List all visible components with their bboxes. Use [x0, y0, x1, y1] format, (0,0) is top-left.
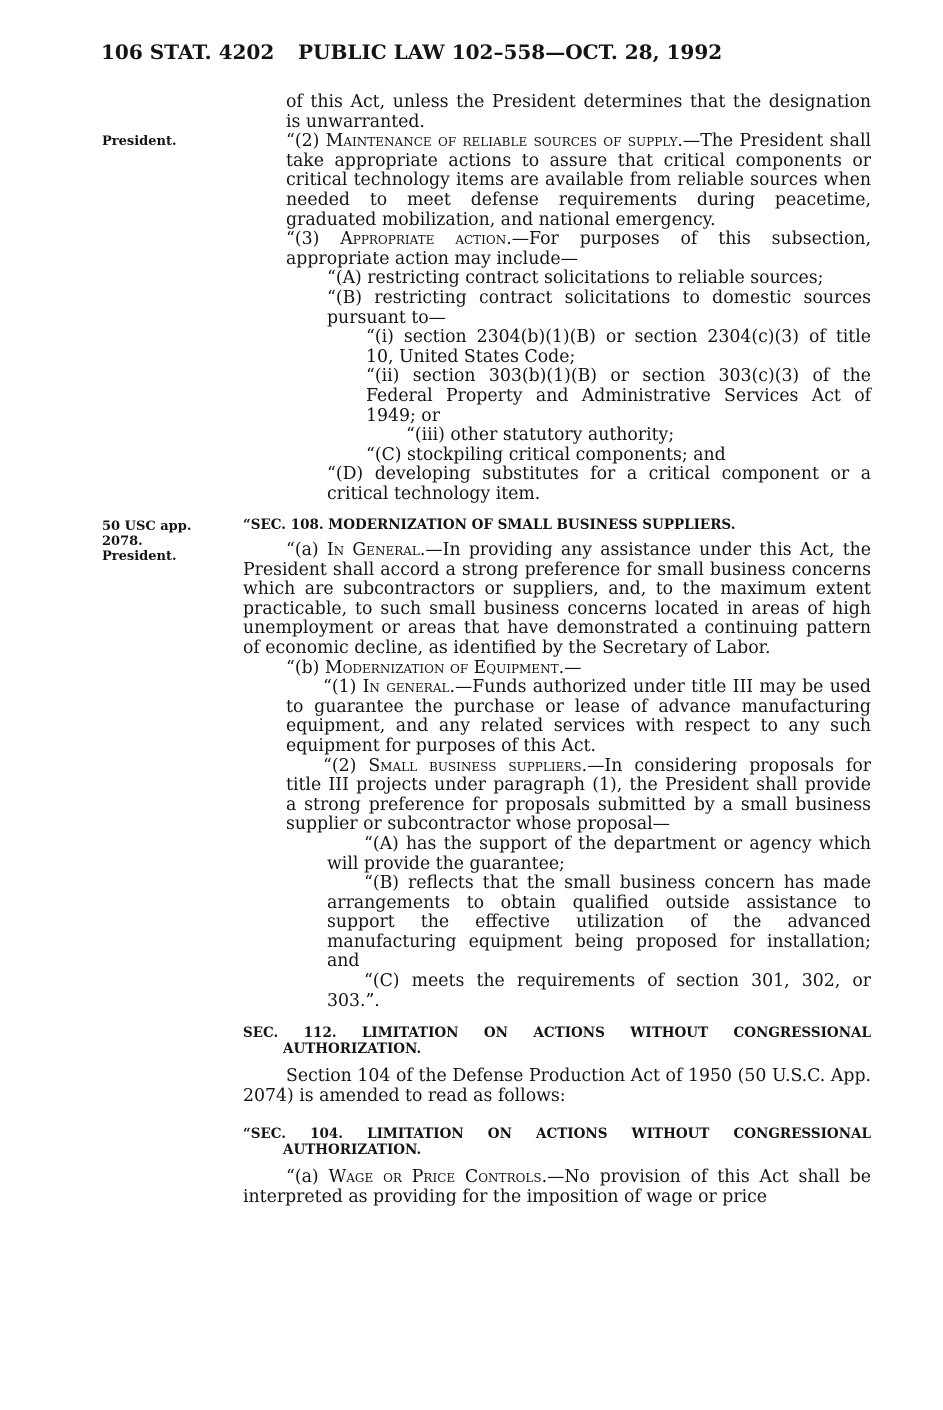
text: .—Funds authorized under title III may be used to guarantee the purchase or lease of advance manufacturing equipment, and any related services with respect to any such equipment for purposes of this Act.	[286, 677, 871, 756]
section-108	[243, 517, 871, 1011]
heading-line: AUTHORIZATION.	[283, 1142, 422, 1158]
section-104	[243, 1126, 871, 1207]
heading-line: AUTHORIZATION.	[283, 1041, 422, 1057]
run-in-heading: Modernization of Equipment	[324, 657, 559, 678]
margin-note-president: President.	[102, 134, 177, 149]
section-heading	[243, 1126, 871, 1158]
clause-ii: “(ii) section 303(b)(1)(B) or section 303(c)(3) of the Federal Property and Administrative Services Act of 1949; or	[366, 366, 871, 426]
text: “(2)	[323, 755, 369, 776]
subsection-b	[243, 659, 871, 679]
paragraph: of this Act, unless the President determines that the designation is unwarranted.	[286, 92, 871, 132]
paragraph-b2	[243, 757, 871, 835]
run-in-heading: Appropriate action	[340, 229, 507, 250]
heading-line: “SEC. 104. LIMITATION ON ACTIONS WITHOUT CONGRESSIONAL	[243, 1126, 871, 1142]
subsection-a	[243, 1168, 871, 1207]
clause-i: “(i) section 2304(b)(1)(B) or section 2304(c)(3) of title 10, United States Code;	[366, 327, 871, 367]
run-in-heading: Wage or Price Controls	[328, 1167, 542, 1187]
text: .—In providing any assistance under this Act, the President shall accord a strong preference for small business concerns which are subcontractors or suppliers, and, to the maximum extent practicable, to such small business concerns located in areas of high unemployment or areas that have demonstrated a continuing pattern of economic decline, as identified by the Secretary of Labor.	[243, 540, 871, 658]
clause-a: “(A) has the support of the department or agency which will provide the guarantee;	[327, 833, 871, 874]
run-in-heading: In general	[362, 677, 450, 698]
text: “(3)	[286, 229, 341, 250]
paragraph-b1	[243, 678, 871, 756]
paragraph-maintenance	[243, 132, 871, 230]
clause-a: “(A) restricting contract solicitations to reliable sources;	[327, 268, 824, 289]
clause-iii: “(iii) other statutory authority;	[406, 425, 675, 446]
section-112	[243, 1025, 871, 1106]
text: “(a)	[286, 540, 327, 560]
margin-note-usc	[102, 519, 191, 564]
margin-note-line: 2078.	[102, 534, 143, 549]
clause-b: “(B) restricting contract solicitations to domestic sources pursuant to—	[327, 287, 871, 328]
heading-line: SEC. 112. LIMITATION ON ACTIONS WITHOUT CONGRESSIONAL	[243, 1025, 871, 1041]
clause-b: “(B) reflects that the small business concern has made arrangements to obtain qualified outside assistance to support the effective utilization of the advanced manufacturing equipment being proposed for installation; and	[327, 873, 871, 972]
clause-d: “(D) developing substitutes for a critical component or a critical technology item.	[327, 464, 871, 504]
margin-note-line: 50 USC app.	[102, 519, 192, 534]
margin-note-line: President.	[102, 549, 177, 564]
clause-c: “(C) stockpiling critical components; and	[366, 444, 726, 465]
run-in-heading: Small business suppliers	[368, 755, 582, 776]
paragraph-appropriate-action	[243, 230, 871, 269]
clause-c: “(C) meets the requirements of section 301, 302, or 303.”.	[327, 971, 871, 1011]
text: .—The President shall take appropriate actions to assure that critical components or critical technology items are available from reliable sources when needed to meet defense requirements during peacetime, graduated mobilization, and national emergency.	[286, 131, 872, 230]
text: .—In considering proposals for title III projects under paragraph (1), the President shall provide a strong preference for proposals submitted by a small business supplier or subcontractor whose proposal—	[286, 755, 871, 835]
text: “(1)	[323, 677, 363, 698]
body-block-1	[243, 93, 871, 504]
text: .—	[558, 657, 582, 678]
paragraph: Section 104 of the Defense Production Act of 1950 (50 U.S.C. App. 2074) is amended to read as follows:	[243, 1066, 871, 1106]
text: .—For purposes of this subsection, appropriate action may include—	[286, 229, 871, 269]
text: “(b)	[286, 657, 325, 678]
run-in-heading: In General	[326, 540, 420, 560]
section-heading	[243, 1025, 871, 1057]
text: “(a)	[286, 1167, 329, 1187]
subsection-a	[243, 541, 871, 659]
page-law-title: PUBLIC LAW 102–558—OCT. 28, 1992	[298, 40, 723, 64]
text: “(2)	[286, 131, 326, 152]
section-heading: “SEC. 108. MODERNIZATION OF SMALL BUSINESS SUPPLIERS.	[243, 517, 736, 533]
page-stat-number: 106 STAT. 4202	[101, 40, 275, 64]
run-in-heading: Maintenance of reliable sources of supply	[325, 131, 678, 152]
text: .—No provision of this Act shall be interpreted as providing for the imposition of wage or price	[243, 1167, 871, 1207]
